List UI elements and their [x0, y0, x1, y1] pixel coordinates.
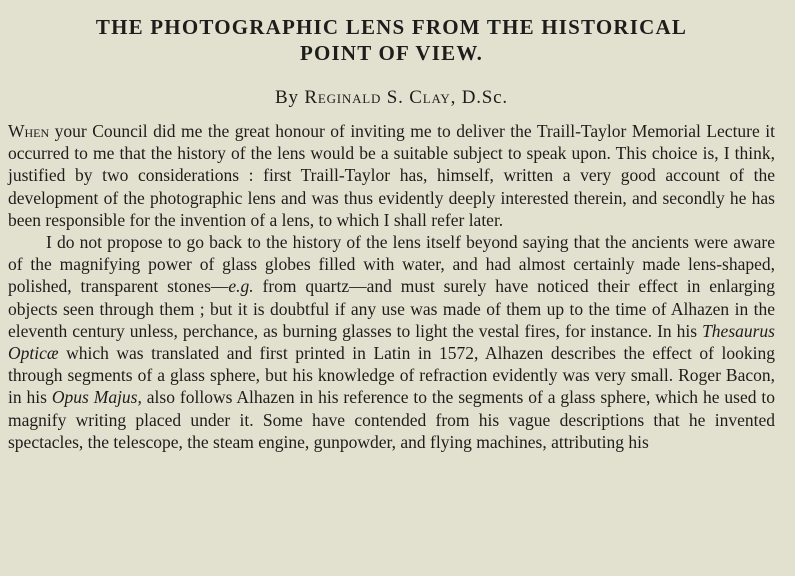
title-line-2: POINT OF VIEW. — [299, 41, 484, 65]
paragraph-2-part-1: I do not propose to go back to the history of the lens itself beyond saying that the ancients were aware of the magnifying power of glass globes filled with water, and had almost certainly made lens-shaped, polished, transparent stones— — [8, 232, 775, 297]
work-title-thesaurus: Thesaurus Opticæ — [8, 320, 775, 364]
abbrev-eg: e.g. — [228, 276, 254, 297]
paragraph-1 — [8, 120, 775, 231]
paragraph-2-part-4: also follows Alhazen in his reference to the segments of a glass sphere, which he used to magnify writing placed under it. Some have contended from his vague descriptions that he invented spectacles, the telescope, the steam engine, gunpowder, and flying machines, attributing his — [8, 387, 776, 452]
paragraph-2-part-2: from quartz—and must surely have noticed their effect in enlarging objects seen through them ; but it is doubtful if any use was made of them up to the time of Alhazen in the eleventh century unless, perchance, as burning glasses to light the vestal fires, for instance. In his — [8, 276, 775, 341]
author-name: Reginald S. Clay — [304, 87, 451, 108]
byline-prefix: By — [275, 87, 299, 108]
lead-word: When — [8, 121, 50, 141]
title-line-1: THE PHOTOGRAPHIC LENS FROM THE HISTORICAL — [95, 15, 688, 39]
article-title — [8, 14, 775, 66]
paragraph-2 — [8, 231, 775, 453]
paragraph-2-part-3: which was translated and first printed in Latin in 1572, Alhazen describes the effect of looking through segments of a glass sphere, but his knowledge of refraction evidently was very small. Roger Bacon, in his — [8, 343, 775, 408]
author-degree: D.Sc. — [461, 87, 508, 108]
work-title-opus-majus: Opus Majus, — [51, 387, 142, 408]
article-body — [8, 120, 775, 453]
paragraph-1-text: your Council did me the great honour of inviting me to deliver the Traill-Taylor Memorial Lecture it occurred to me that the history of the lens would be a suitable subject to speak upon. This choice is, I think, justified by two considerations : first Traill-Taylor has, himself, written a very good account of the development of the photographic lens and was thus evidently deeply interested therein, and secondly he has been responsible for the invention of a lens, to which I shall refer later. — [8, 121, 775, 230]
byline: By Reginald S. Clay, D.Sc. — [275, 87, 508, 108]
